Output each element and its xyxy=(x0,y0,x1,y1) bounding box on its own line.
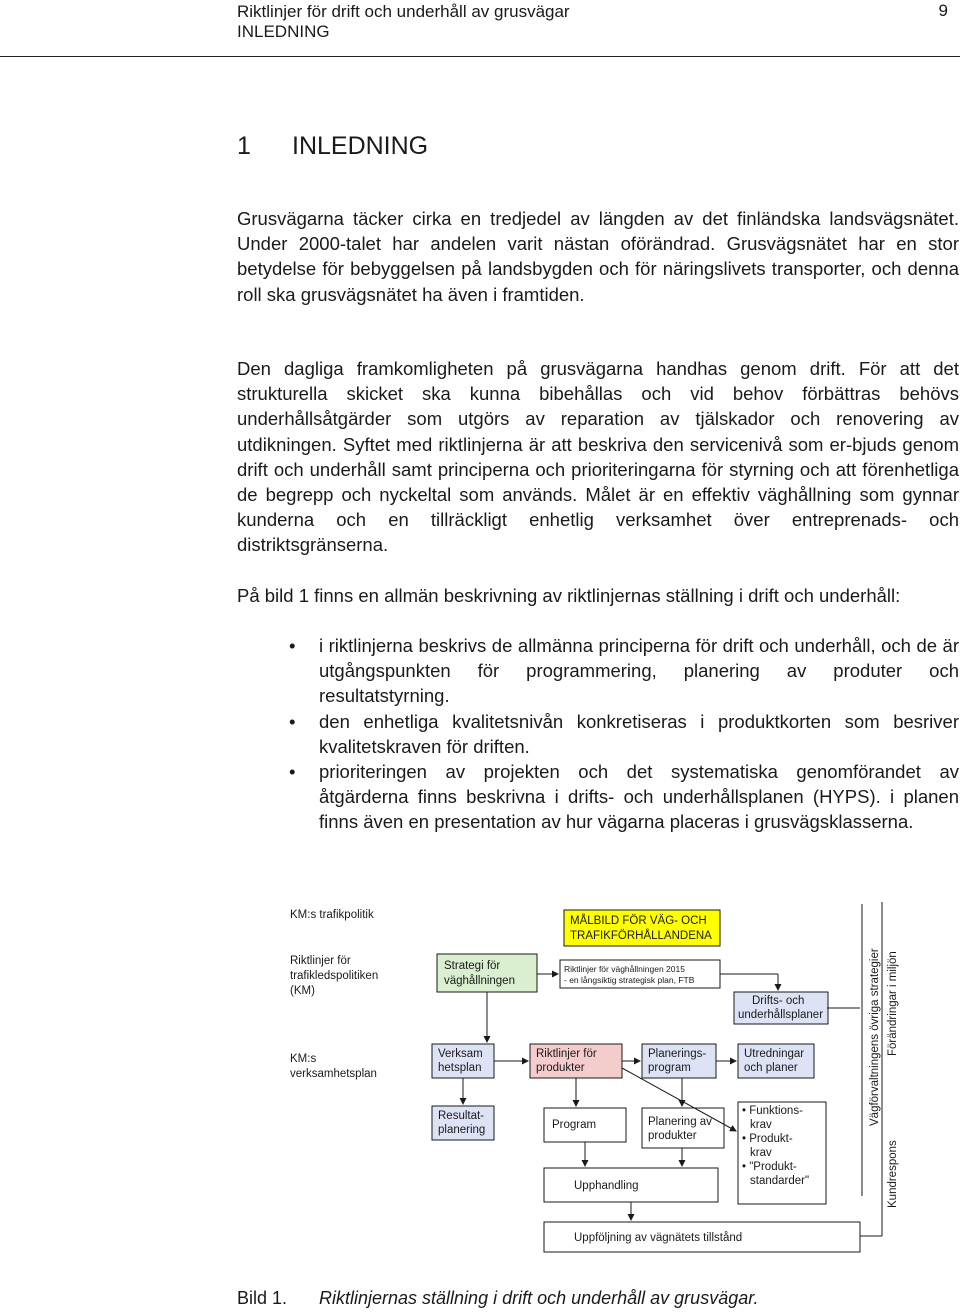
box-strategi-line-2: väghållningen xyxy=(444,975,515,987)
box-uppfoljning-label: Uppföljning av vägnätets tillstånd xyxy=(574,1232,743,1244)
box-resultatplanering-line-2: planering xyxy=(438,1124,486,1136)
box-planering-produkter xyxy=(642,1108,724,1148)
box-utredningar-line-2: och planer xyxy=(744,1062,798,1074)
box-strategi-line-1: Strategi för xyxy=(444,960,501,972)
box-resultatplanering-line-1: Resultat- xyxy=(438,1110,485,1122)
running-header-chapter: INLEDNING xyxy=(237,22,330,41)
box-planering-produkter-line-2: produkter xyxy=(648,1130,697,1142)
section-title: INLEDNING xyxy=(292,132,429,160)
figure-caption-number: Bild 1. xyxy=(237,1288,288,1308)
vertical-label-forandringar: Förändringar i miljön xyxy=(887,951,899,1056)
box-upphandling-label: Upphandling xyxy=(574,1180,639,1192)
box-krav-line-1: • Funktions- xyxy=(742,1105,803,1117)
box-drifts-line-2: underhållsplaner xyxy=(738,1009,824,1021)
bullet-symbol: • xyxy=(289,635,296,656)
diagram-svg xyxy=(282,896,902,1266)
list-item-text: i riktlinjerna beskrivs de allmänna principerna för drift och underhåll, och de är utgångspunkten för programmering, planering av produter och resultatstyrning. xyxy=(319,635,959,707)
bullet-list xyxy=(237,633,959,835)
box-verksamhetsplan-line-2: hetsplan xyxy=(438,1062,482,1074)
label-km-verksamhet-1: KM:s xyxy=(290,1053,317,1065)
box-program-label: Program xyxy=(552,1119,597,1131)
section-heading xyxy=(237,132,428,161)
box-krav-line-6: standarder" xyxy=(750,1175,810,1187)
box-planeringsprogram-line-1: Planerings- xyxy=(648,1048,707,1060)
label-km-trafikpolitik: KM:s trafikpolitik xyxy=(290,909,374,921)
box-krav-line-4: krav xyxy=(750,1147,772,1159)
list-item xyxy=(237,709,959,759)
box-planering-produkter-line-1: Planering av xyxy=(648,1116,712,1128)
list-item-text: den enhetliga kvalitetsnivån konkretiseras i produktkorten som besriver kvalitetskraven för driften. xyxy=(319,710,959,757)
box-riktlinjer-2015-line-2: - en långsiktig strategisk plan, FTB xyxy=(564,975,695,985)
page-number: 9 xyxy=(938,1,948,20)
label-riktlinjer-trafikled-3: (KM) xyxy=(290,985,315,997)
label-riktlinjer-trafikled-2: trafikledspolitiken xyxy=(290,970,379,982)
figure-caption-text: Riktlinjernas ställning i drift och underhåll av grusvägar. xyxy=(319,1288,759,1308)
box-planeringsprogram-line-2: program xyxy=(648,1062,691,1074)
list-item xyxy=(237,759,959,835)
box-malbild-line-2: TRAFIKFÖRHÅLLANDENA xyxy=(570,930,712,942)
vertical-label-strategier: Vägförvaltningens övriga strategier xyxy=(869,948,881,1126)
paragraph-figure-intro: På bild 1 finns en allmän beskrivning av riktlinjernas ställning i drift och underhåll: xyxy=(237,585,901,606)
box-krav-line-2: krav xyxy=(750,1119,772,1131)
section-number: 1 xyxy=(237,132,251,160)
header-divider xyxy=(0,56,960,57)
box-riktlinjer-2015-line-1: Riktlinjer för väghållningen 2015 xyxy=(564,964,685,974)
label-riktlinjer-trafikled-1: Riktlinjer för xyxy=(290,955,351,967)
box-krav-line-3: • Produkt- xyxy=(742,1133,793,1145)
box-malbild-line-1: MÅLBILD FÖR VÄG- OCH xyxy=(570,915,707,927)
list-item-text: prioriteringen av projekten och det systematiska genomförandet av åtgärderna finns beskrivna i drifts- och underhållsplanen (HYPS). i planen finns även en presentation av hur vägarna placeras i grusvägsklasserna. xyxy=(319,761,959,833)
paragraph-intro: Grusvägarna täcker cirka en tredjedel av längden av det finländska landsvägsnätet. Under 2000-talet har andelen varit nästan oförändrad. Grusvägsnätet har en stor betydelse för bebyggelsen på landsbygden och för näringslivets transporter, och denna roll ska grusvägsnätet ha även i framtiden. xyxy=(237,208,959,305)
box-krav-line-5: • "Produkt- xyxy=(742,1161,797,1173)
paragraph-purpose: Den dagliga framkomligheten på grusvägarna handhas genom drift. För att det strukturella skicket ska kunna bibehållas och vid behov förbättras behövs underhållsåtgärder som utgörs av reparation av tjälskador och renovering av utdikningen. Syftet med riktlinjerna är att beskriva den servicenivå som er-bjuds genom drift och underhåll samt principerna och prioriteringarna för styrning och att förenhetliga de begrepp och nyckeltal som används. Målet är en effektiv väghållning som gynnar kunderna och en tillräckligt enhetlig verksamhet över entreprenads- och distriktsgränserna. xyxy=(237,358,959,556)
box-utredningar-line-1: Utredningar xyxy=(744,1048,805,1060)
box-drifts-line-1: Drifts- och xyxy=(752,995,805,1007)
bullet-symbol: • xyxy=(289,761,296,783)
list-item xyxy=(237,633,959,709)
figure-diagram xyxy=(282,896,902,1266)
running-header-title: Riktlinjer för drift och underhåll av grusvägar xyxy=(237,2,570,21)
bullet-symbol: • xyxy=(289,710,296,732)
box-verksamhetsplan-line-1: Verksam xyxy=(438,1048,483,1060)
label-km-verksamhet-2: verksamhetsplan xyxy=(290,1068,377,1080)
box-riktlinjer-produkter-line-2: produkter xyxy=(536,1062,585,1074)
box-riktlinjer-produkter-line-1: Riktlinjer för xyxy=(536,1048,597,1060)
vertical-label-kundrespons: Kundrespons xyxy=(887,1140,899,1208)
